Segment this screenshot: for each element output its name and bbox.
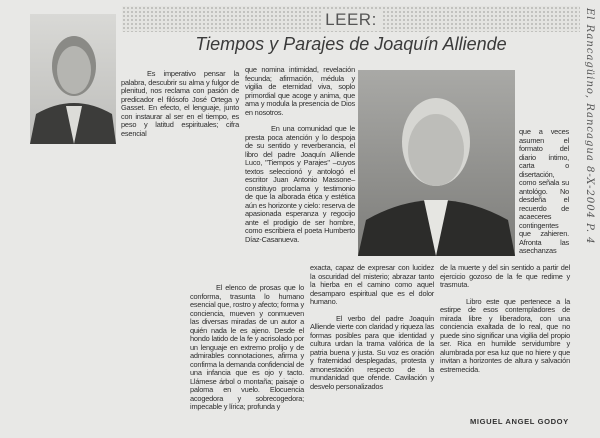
section-kicker: LEER:	[321, 10, 381, 29]
portrait-figure-icon	[358, 70, 515, 256]
article-column-2-lower	[190, 284, 304, 412]
subject-portrait-photo	[358, 70, 515, 256]
article-column-2	[245, 66, 355, 244]
article-column-1	[121, 70, 239, 138]
article-column-4	[440, 264, 570, 374]
article-column-3	[310, 264, 434, 391]
paragraph: El verbo del padre Joaquín Alliende vierte con claridad y riqueza las formas posibles para que identidad y cultura urdan la trama valórica de la patria buena y justa. Su voz es oración y fraternidad desplegadas, protesta y amonestación respecto de la mundanidad que ofende. Cavilación y desvelo personalizados	[310, 313, 434, 391]
portrait-figure-icon	[30, 14, 116, 144]
article-title: Tiempos y Parajes de Joaquín Alliende	[195, 34, 507, 54]
paragraph: exacta, capaz de expresar con lucidez la oscuridad del misterio; abrazar tanto la hierba en el camino como aquel desamparo espiritual que es el dolor humano.	[310, 263, 434, 306]
author-portrait-photo	[30, 14, 116, 144]
paragraph: El elenco de prosas que lo conforma, trasunta lo humano esencial que, rostro y afecto; forma y conciencia, mueven y conmueven las diversas miradas de un autor a quién nada le es ajeno. Desde el hondo latido de la fe y acrisolado por un lenguaje en extremo prolijo y de admirables connotaciones, afirma y confirma la demanda confidencial de una infancia que es ojo y tacto. Llámese árbol o montaña; paisaje o paloma en vuelo. Elocuencia acogedora y sobrecogedora; impecable y lírica; profunda y	[190, 283, 304, 411]
article-column-4-narrow	[519, 128, 569, 256]
paragraph: Es imperativo pensar la palabra, descubrir su alma y fulgor de plenitud, nos reclama con pasión de predicador el filósofo José Ortega y Gasset. En efecto, el lenguaje, junto con instaurar al ser en el tiempo, es peso y latitud espirituales; cifra esencial	[121, 69, 239, 138]
paragraph: que a veces asumen el formato del diario íntimo, carta o disertación, como señala su antológo. No desdeña el recuerdo de acaeceres contingentes que zahieren. Afronta las asechanzas	[519, 127, 569, 255]
paragraph: En una comunidad que le presta poca atención y lo despoja de su sentido y reverberancia, el libro del padre Joaquín Alliende Luco, "Tiempos y Parajes" –cuyos textos seleccionó y antologó el escritor Juan Antonio Massone– constituyo proclama y testimonio de que la alborada ética y estética aún es horizonte y cielo: reserva de apasionada esperanza y regocijo ante el prodigio de ser hombre, como escribiera el poeta Humberto Díaz-Casanueva.	[245, 124, 355, 244]
paragraph: de la muerte y del sin sentido a partir del ejercicio gozoso de la fe que redime y trasmuta.	[440, 263, 570, 289]
header-band	[122, 6, 580, 32]
author-signature: MIGUEL ANGEL GODOY	[470, 417, 569, 426]
handwritten-source-note: El Rancagüino, Rancagua 8-X-2004 P. 4	[584, 8, 595, 245]
paragraph: Libro este que pertenece a la estirpe de esos contempladores de mirada libre y liberadora, con una conciencia exaltada de lo real, que no puede sino significar una vigilia del propio ser. Rica en humilde servidumbre y alumbrada por esa luz que no hiere y que invitan a horizontes de altura y salvación estremecida.	[440, 296, 570, 374]
paragraph: que nomina intimidad, revelación fecunda; afirmación, médula y vigilia de eternidad viva, soplo primordial que acoge y anima, que ama y modula la presencia de Dios en nosotros.	[245, 65, 355, 117]
